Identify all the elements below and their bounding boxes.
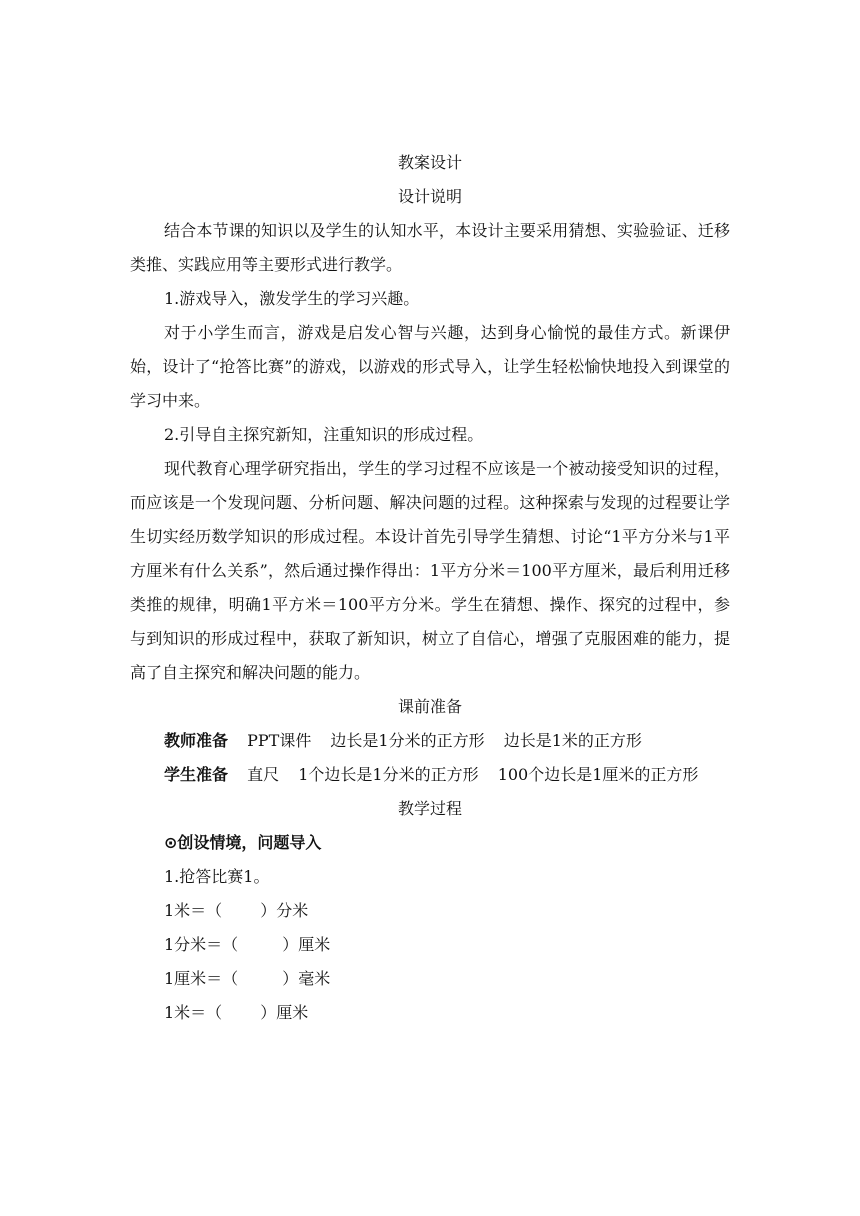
quiz-item	[130, 928, 730, 962]
quiz-item-right: ）分米	[260, 901, 309, 920]
student-preparation	[130, 758, 730, 792]
quiz-item-left: 1分米＝（	[164, 935, 239, 954]
section-heading-preparation: 课前准备	[397, 697, 462, 716]
quiz-item-right: ）毫米	[282, 969, 331, 988]
point-heading-2: 2.引导自主探究新知，注重知识的形成过程。	[164, 425, 484, 444]
quiz-item	[130, 962, 730, 996]
point-heading-1: 1.游戏导入，激发学生的学习兴趣。	[164, 289, 420, 308]
paragraph-intro: 结合本节课的知识以及学生的认知水平，本设计主要采用猜想、实验验证、迁移类推、实践应用等主要形式进行教学。	[130, 221, 730, 274]
quiz-title: 1.抢答比赛1。	[164, 867, 270, 886]
student-item: 直尺	[247, 765, 280, 784]
teacher-item: 边长是1米的正方形	[503, 731, 642, 750]
quiz-item-left: 1米＝（	[164, 1003, 223, 1022]
quiz-item	[130, 894, 730, 928]
quiz-item-right: ）厘米	[282, 935, 331, 954]
document-title: 教案设计	[397, 153, 462, 172]
quiz-item-left: 1米＝（	[164, 901, 223, 920]
quiz-item	[130, 996, 730, 1030]
teacher-item: 边长是1分米的正方形	[330, 731, 485, 750]
teacher-preparation-label: 教师准备	[164, 731, 229, 750]
document-page	[130, 146, 730, 1030]
paragraph-inquiry: 现代教育心理学研究指出，学生的学习过程不应该是一个被动接受知识的过程，而应该是一个发现问题、分析问题、解决问题的过程。这种探索与发现的过程要让学生切实经历数学知识的形成过程。本设计首先引导学生猜想、讨论“1平方分米与1平方厘米有什么关系”，然后通过操作得出：1平方分米＝100平方厘米，最后利用迁移类推的规律，明确1平方米＝100平方分米。学生在猜想、操作、探究的过程中，参与到知识的形成过程中，获取了新知识，树立了自信心，增强了克服困难的能力，提高了自主探究和解决问题的能力。	[130, 459, 730, 682]
student-item: 1个边长是1分米的正方形	[298, 765, 479, 784]
student-preparation-label: 学生准备	[164, 765, 229, 784]
quiz-item-right: ）厘米	[260, 1003, 309, 1022]
step-heading: ⊙创设情境，问题导入	[164, 833, 322, 852]
teacher-preparation	[130, 724, 730, 758]
section-heading-teaching-process: 教学过程	[397, 799, 462, 818]
teacher-item: PPT课件	[247, 731, 312, 750]
section-heading-design-notes: 设计说明	[397, 187, 462, 206]
paragraph-game-intro: 对于小学生而言，游戏是启发心智与兴趣，达到身心愉悦的最佳方式。新课伊始，设计了“抢答比赛”的游戏，以游戏的形式导入，让学生轻松愉快地投入到课堂的学习中来。	[130, 323, 730, 410]
quiz-item-left: 1厘米＝（	[164, 969, 239, 988]
student-item: 100个边长是1厘米的正方形	[497, 765, 699, 784]
